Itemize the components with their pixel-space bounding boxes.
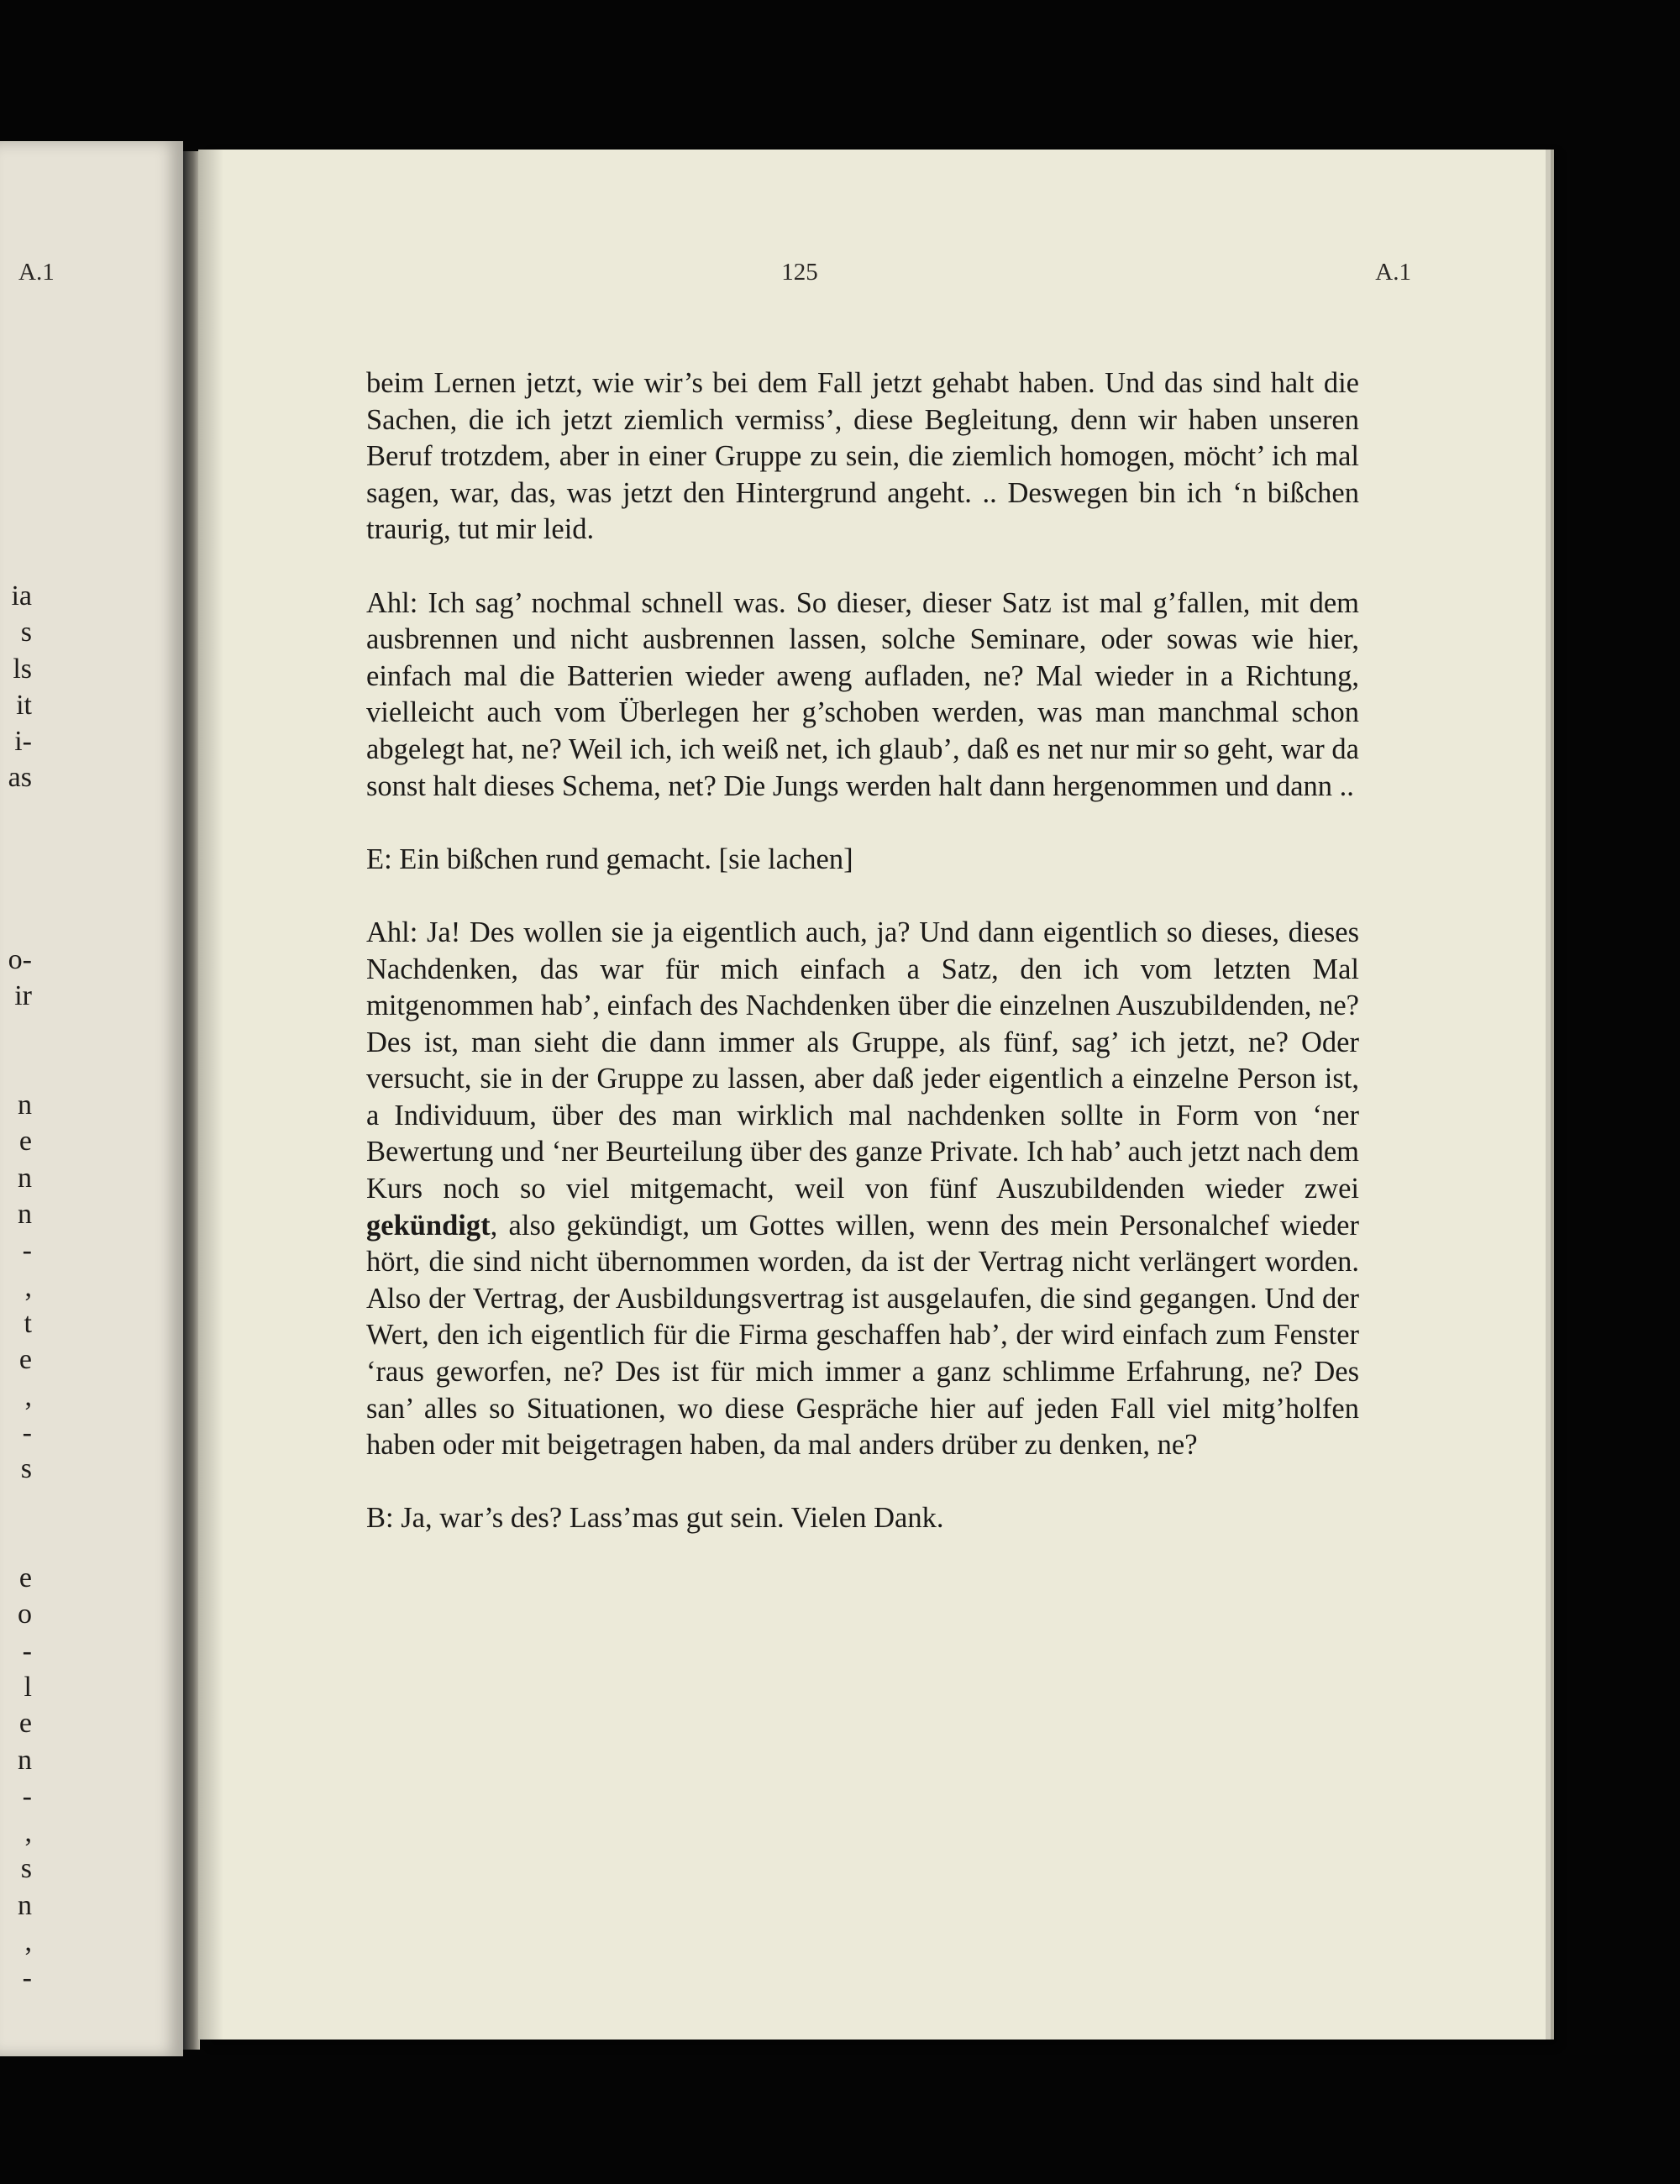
right-page — [198, 150, 1546, 2040]
left-page-fragment: s — [20, 617, 32, 648]
paragraph-e — [366, 842, 1359, 879]
left-page-fragment: ir — [14, 980, 32, 1012]
running-header: A.1 — [1375, 259, 1411, 286]
left-page-fragment: i- — [14, 726, 32, 758]
left-page-fragment: - — [22, 1635, 32, 1667]
left-page-fragment: - — [22, 1235, 32, 1267]
paragraph-1 — [366, 365, 1359, 549]
paragraph-text: Ahl: Ich sag’ nochmal schnell was. So dieser, dieser Satz ist mal g’fallen, mit dem ausbrennen und nicht ausbrennen lassen, solche Seminare, oder sowas wie hier, einfach mal die Batterien wieder aweng aufladen, ne? Mal wieder in a Richtung, vielleicht auch vom Überlegen her g’schoben werden, was man manchmal schon abgelegt hat, ne? Weil ich, ich weiß net, ich glaub’, daß es net nur mir so geht, war da sonst halt dieses Schema, net? Die Jungs werden halt dann hergenommen und dann .. — [366, 586, 1359, 802]
left-page-fragment: , — [24, 1380, 32, 1412]
left-page-fragment: o- — [8, 943, 32, 975]
left-page-fragment: o — [18, 1599, 32, 1630]
left-page-fragment: it — [16, 689, 32, 721]
left-page-fragment — [0, 1015, 32, 1051]
paragraph-text: beim Lernen jetzt, wie wir’s bei dem Fall jetzt gehabt haben. Und das sind halt die Sachen, die ich jetzt ziemlich vermiss’, diese Begleitung, denn wir haben unseren Beruf trotzdem, aber in einer Gruppe zu sein, die ziemlich homogen, möcht’ ich mal sagen, war, das, was jetzt den Hintergrund angeht. .. Deswegen bin ich ‘n bißchen traurig, tut mir leid. — [366, 367, 1359, 546]
left-page-fragment: e — [18, 1708, 32, 1740]
left-page-fragment: ia — [11, 580, 32, 612]
paragraph-text: Ahl: Ja! Des wollen sie ja eigentlich auch, ja? Und dann eigentlich so dieses, dieses Nachdenken, das war für mich einfach a Satz, den ich vom letzten Mal mitgenommen hab’, einfach des Nachdenken über die einzelnen Auszubildenden, ne? Des ist, man sieht die dann immer als Gruppe, als fünf, sag’ ich jetzt, ne? Oder versucht, sie in der Gruppe zu lassen, aber daß jeder eigentlich a einzelne Person ist, a Individuum, über des man wirklich mal nachdenken sollte in Form von ‘ner Bewertung und ‘ner Beurteilung über des ganze Private. Ich hab’ auch jetzt nach dem Kurs noch so viel mitgemacht, weil von fünf Auszubildenden wieder zwei — [366, 916, 1359, 1205]
left-page-fragment: ls — [13, 653, 32, 685]
left-page-fragment — [0, 796, 32, 832]
paragraph-b — [366, 1500, 1359, 1537]
page-number: 125 — [781, 259, 818, 286]
left-page-fragment — [0, 832, 32, 869]
left-page-fragment: , — [24, 1817, 32, 1849]
left-page-fragment: , — [24, 1925, 32, 1957]
left-page-fragment — [0, 1487, 32, 1523]
left-page-fragment: - — [22, 1962, 32, 1994]
left-page-fragment: - — [22, 1416, 32, 1448]
left-page — [0, 141, 183, 2056]
left-page-fragment: s — [20, 1853, 32, 1885]
left-page-fragment: e — [18, 1126, 32, 1158]
left-page-fragment: , — [24, 1271, 32, 1303]
left-page-text-fragments — [0, 578, 34, 1997]
book-gutter — [183, 151, 200, 2050]
paragraph-ahl-2 — [366, 915, 1359, 1464]
paragraph-text: E: Ein bißchen rund gemacht. [sie lachen] — [366, 843, 853, 875]
left-page-fragment: n — [18, 1889, 32, 1921]
left-page-fragment: l — [24, 1671, 32, 1703]
left-page-header: A.1 — [18, 259, 55, 286]
left-page-fragment: as — [8, 762, 32, 794]
left-page-fragment: e — [18, 1344, 32, 1376]
left-page-fragment: s — [20, 1453, 32, 1485]
left-page-fragment — [0, 1051, 32, 1087]
left-page-fragment: n — [18, 1744, 32, 1776]
left-page-fragment — [0, 869, 32, 905]
left-page-fragment: t — [24, 1307, 32, 1339]
bold-word: gekündigt — [366, 1209, 491, 1242]
left-page-fragment: n — [18, 1162, 32, 1194]
left-page-fragment: - — [22, 1780, 32, 1812]
body-text — [366, 365, 1359, 1574]
left-page-fragment — [0, 1524, 32, 1560]
paragraph-text: , also gekündigt, um Gottes willen, wenn des mein Personalchef wieder hört, die sind nicht übernommen worden, da ist der Vertrag nicht verlängert worden. Also der Vertrag, der Ausbildungsvertrag ist ausgelaufen, die sind gegangen. Und der Wert, den ich eigentlich für die Firma geschaffen hab’, der wird einfach zum Fenster ‘raus geworfen, ne? Des ist für mich immer a ganz schlimme Erfahrung, ne? Des san’ alles so Situationen, wo diese Gespräche hier auf jeden Fall viel mitg’holfen haben oder mit beigetragen haben, da mal anders drüber zu denken, ne? — [366, 1209, 1359, 1462]
left-page-fragment: n — [18, 1089, 32, 1121]
left-page-fragment: e — [18, 1562, 32, 1594]
left-page-fragment — [0, 906, 32, 942]
paragraph-text: B: Ja, war’s des? Lass’mas gut sein. Vielen Dank. — [366, 1502, 944, 1535]
paragraph-ahl-1 — [366, 585, 1359, 806]
left-page-fragment: n — [18, 1199, 32, 1231]
